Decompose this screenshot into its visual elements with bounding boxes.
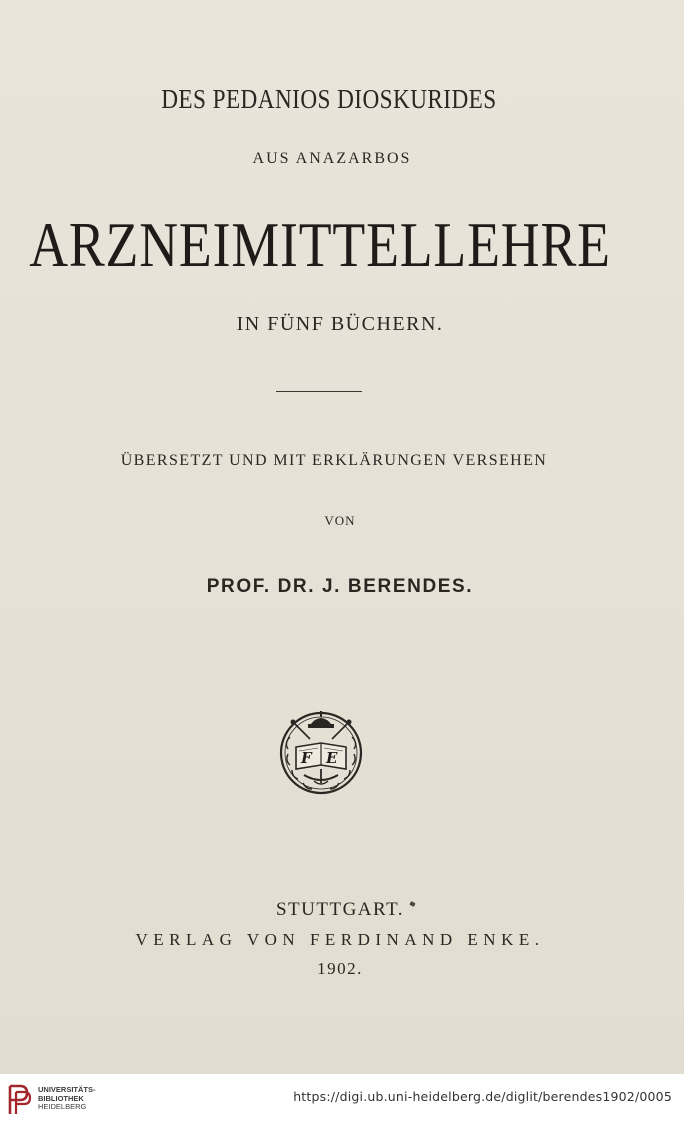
library-name-line3: HEIDELBERG — [38, 1102, 87, 1111]
main-title: ARZNEIMITTELLEHRE — [29, 209, 611, 280]
translation-note: ÜBERSETZT UND MIT ERKLÄRUNGEN VERSEHEN — [120, 452, 548, 469]
library-footer — [0, 1074, 684, 1123]
series-title: DES PEDANIOS DIOSKURIDES — [161, 84, 497, 114]
permalink-url[interactable]: https://digi.ub.uni-heidelberg.de/diglit/berendes1902/0005 — [293, 1089, 672, 1104]
library-logo-icon[interactable] — [7, 1084, 33, 1116]
by-line: VON — [324, 513, 356, 528]
publication-year: 1902. — [317, 959, 363, 978]
library-name — [38, 1086, 96, 1112]
publisher-emblem-icon — [274, 703, 368, 797]
origin-line: AUS ANAZARBOS — [252, 150, 412, 167]
library-name-line1: UNIVERSITÄTS- — [38, 1085, 96, 1094]
divider-rule — [276, 391, 362, 392]
publication-place: STUTTGART. — [275, 899, 405, 920]
svg-text:F: F — [301, 749, 312, 767]
publisher-line: VERLAG VON FERDINAND ENKE. — [135, 930, 545, 949]
svg-text:E: E — [326, 749, 338, 767]
library-name-line2: BIBLIOTHEK — [38, 1093, 84, 1103]
subtitle: IN FÜNF BÜCHERN. — [236, 313, 444, 335]
author-name: PROF. DR. J. BERENDES. — [206, 576, 474, 597]
